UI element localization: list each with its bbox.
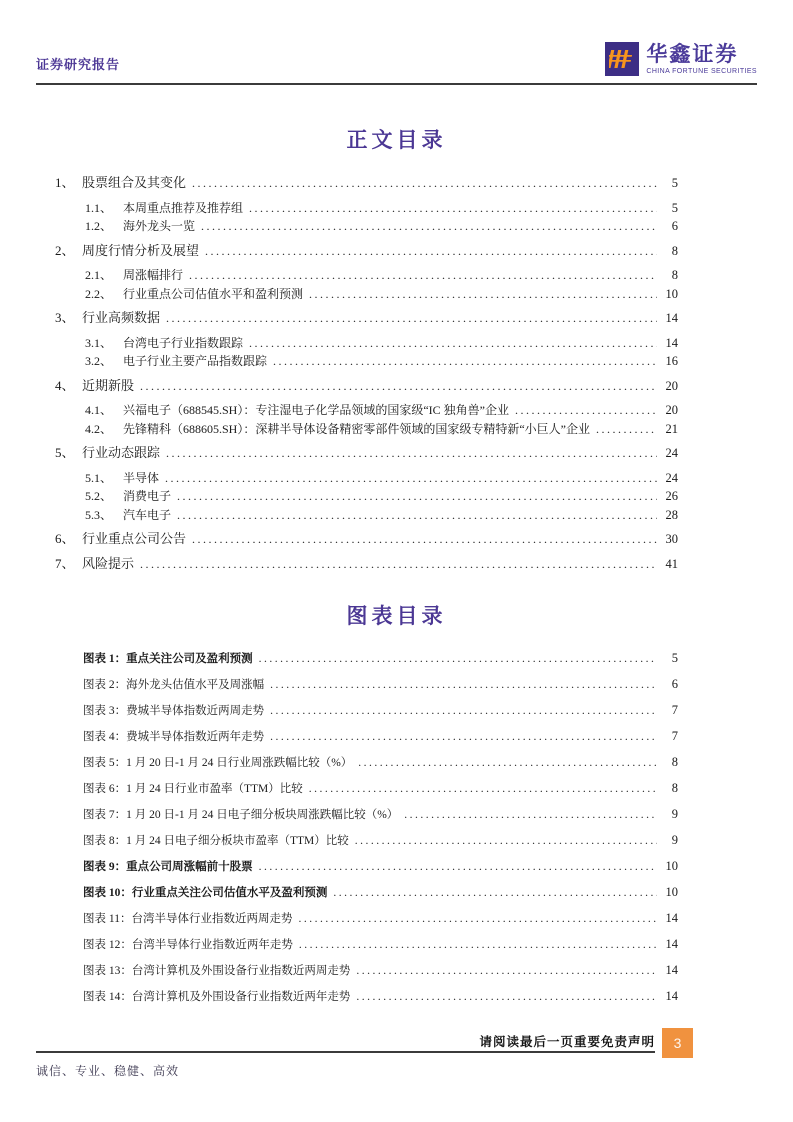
toc-entry-label: 行业动态跟踪	[82, 445, 161, 460]
toc-entry-label: 行业重点公司估值水平和盈利预测	[123, 286, 304, 301]
toc-entry-number: 1.1、	[85, 200, 113, 215]
toc-entry-page: 20	[665, 403, 678, 417]
figure-entry[interactable]	[83, 672, 678, 698]
toc-entry-label: 兴福电子（688545.SH）：专注湿电子化学品领域的国家级“IC 独角兽”企业	[123, 403, 509, 417]
figure-entry-page: 14	[665, 989, 678, 1003]
footer-divider	[36, 1051, 655, 1053]
figure-entry-page: 10	[665, 885, 678, 899]
figure-entry-label: 图表 7：1 月 20 日-1 月 24 日电子细分板块周涨跌幅比较（%）	[83, 809, 399, 821]
figure-entry[interactable]	[83, 828, 678, 854]
figure-entry[interactable]	[83, 880, 678, 906]
toc-entry[interactable]	[55, 420, 678, 439]
brand-logo-icon	[605, 42, 639, 76]
toc-entry-number: 4.2、	[85, 421, 113, 436]
figure-entry[interactable]	[83, 776, 678, 802]
dot-leader	[358, 751, 657, 776]
toc-entry-number: 4、	[55, 377, 75, 393]
toc-entry-page: 26	[665, 489, 678, 503]
toc-entry[interactable]	[55, 199, 678, 218]
figure-entry-label: 图表 6：1 月 24 日行业市盈率（TTM）比较	[83, 783, 303, 795]
toc-entry[interactable]	[55, 334, 678, 353]
dot-leader	[333, 881, 657, 906]
toc-entry[interactable]	[55, 506, 678, 525]
dot-leader	[309, 777, 657, 802]
toc-entry-page: 20	[665, 378, 678, 393]
figure-list-title: 图表目录	[346, 604, 447, 628]
toc-entry-label: 周度行情分析及展望	[82, 242, 200, 258]
header-divider	[36, 83, 757, 85]
toc-entry-page: 6	[671, 219, 678, 233]
figure-entry-page: 14	[665, 911, 678, 925]
dot-leader	[270, 673, 657, 698]
toc-entry-page: 14	[665, 311, 678, 325]
toc-entry[interactable]	[55, 377, 678, 396]
dot-leader	[205, 242, 657, 261]
figure-entry-label: 图表 8：1 月 24 日电子细分板块市盈率（TTM）比较	[83, 835, 349, 847]
dot-leader	[273, 352, 657, 371]
toc-entry[interactable]	[55, 174, 678, 193]
figure-entry-page: 7	[671, 729, 678, 743]
figure-entry-page: 9	[671, 833, 678, 847]
dot-leader	[165, 469, 657, 488]
figure-entry-label: 图表 1：重点关注公司及盈利预测	[83, 653, 253, 665]
toc-list	[55, 174, 678, 573]
dot-leader	[189, 266, 657, 285]
dot-leader	[192, 530, 657, 549]
dot-leader	[166, 309, 657, 328]
toc-entry[interactable]	[55, 401, 678, 420]
toc-entry-number: 7、	[55, 555, 75, 571]
toc-entry-label: 本周重点推荐及推荐组	[123, 200, 244, 215]
toc-entry-label: 海外龙头一览	[123, 219, 196, 233]
toc-entry-page: 16	[665, 354, 678, 368]
toc-entry-number: 2.1、	[85, 268, 113, 282]
figure-entry[interactable]	[83, 854, 678, 880]
dot-leader	[192, 174, 657, 193]
figure-entry-label: 图表 3：费城半导体指数近两周走势	[83, 705, 265, 717]
toc-entry-page: 5	[671, 176, 678, 190]
figure-entry-page: 5	[671, 651, 678, 665]
toc-entry[interactable]	[55, 266, 678, 285]
toc-entry-number: 5、	[55, 445, 75, 460]
figure-entry-label: 图表 4：费城半导体指数近两年走势	[83, 731, 265, 743]
report-type-label: 证券研究报告	[36, 57, 121, 72]
dot-leader	[249, 199, 657, 218]
toc-entry[interactable]	[55, 242, 678, 261]
dot-leader	[166, 444, 657, 463]
figure-entry-label: 图表 13：台湾计算机及外围设备行业指数近两周走势	[83, 965, 351, 977]
dot-leader	[299, 933, 657, 958]
dot-leader	[259, 855, 657, 880]
brand-logo	[605, 42, 757, 76]
dot-leader	[259, 647, 657, 672]
toc-entry[interactable]	[55, 487, 678, 506]
dot-leader	[596, 420, 657, 439]
dot-leader	[249, 334, 657, 353]
toc-entry[interactable]	[55, 555, 678, 574]
dot-leader	[270, 699, 657, 724]
brand-name: 华鑫证券	[646, 41, 739, 66]
toc-entry[interactable]	[55, 352, 678, 371]
toc-entry-number: 2、	[55, 242, 75, 258]
toc-entry-label: 半导体	[123, 470, 160, 485]
toc-entry-label: 电子行业主要产品指数跟踪	[123, 354, 268, 368]
logo-strokes-icon	[609, 46, 635, 72]
toc-title: 正文目录	[346, 128, 447, 152]
toc-entry-page: 41	[665, 556, 678, 571]
dot-leader	[356, 985, 657, 1010]
figure-entry[interactable]	[83, 724, 678, 750]
toc-entry-label: 股票组合及其变化	[82, 175, 187, 190]
toc-entry-number: 6、	[55, 531, 75, 546]
toc-entry-number: 5.3、	[85, 507, 113, 522]
figure-entry[interactable]	[83, 984, 678, 1010]
figure-entry[interactable]	[83, 906, 678, 932]
dot-leader	[515, 401, 657, 420]
dot-leader	[404, 803, 657, 828]
toc-entry-page: 8	[671, 243, 678, 258]
figure-entry-page: 8	[671, 781, 678, 795]
figure-entry-page: 8	[671, 755, 678, 769]
toc-entry[interactable]	[55, 469, 678, 488]
toc-entry[interactable]	[55, 530, 678, 549]
figure-entry-page: 14	[665, 963, 678, 977]
toc-entry[interactable]	[55, 444, 678, 463]
dot-leader	[140, 555, 657, 574]
dot-leader	[309, 285, 657, 304]
figure-entry-page: 9	[671, 807, 678, 821]
figure-entry-page: 10	[665, 859, 678, 873]
figure-entry[interactable]	[83, 750, 678, 776]
toc-entry-page: 24	[665, 470, 678, 485]
toc-entry-label: 周涨幅排行	[123, 268, 184, 282]
toc-entry[interactable]	[55, 217, 678, 236]
toc-entry-label: 消费电子	[123, 489, 172, 503]
toc-entry-page: 24	[665, 446, 678, 460]
toc-entry-label: 近期新股	[82, 377, 135, 393]
toc-entry-number: 2.2、	[85, 286, 113, 301]
dot-leader	[298, 907, 657, 932]
toc-entry-number: 1.2、	[85, 219, 113, 233]
dot-leader	[356, 959, 657, 984]
toc-entry-page: 5	[671, 200, 678, 215]
figure-entry[interactable]	[83, 698, 678, 724]
footer-motto: 诚信、专业、稳健、高效	[36, 1064, 180, 1078]
page-number-badge: 3	[662, 1028, 693, 1058]
figure-entry-label: 图表 12：台湾半导体行业指数近两年走势	[83, 939, 293, 951]
dot-leader	[355, 829, 657, 854]
brand-subtitle: CHINA FORTUNE SECURITIES	[646, 67, 757, 75]
toc-entry-number: 3、	[55, 310, 75, 325]
dot-leader	[270, 725, 657, 750]
figure-entry-page: 7	[671, 703, 678, 717]
figure-entry[interactable]	[83, 932, 678, 958]
toc-entry-number: 1、	[55, 175, 75, 190]
figure-entry[interactable]	[83, 646, 678, 672]
figure-entry-label: 图表 10：行业重点关注公司估值水平及盈利预测	[83, 887, 328, 899]
toc-entry-label: 汽车电子	[123, 507, 172, 522]
figure-entry[interactable]	[83, 802, 678, 828]
toc-entry-number: 5.2、	[85, 489, 113, 503]
toc-entry-page: 21	[665, 421, 678, 436]
dot-leader	[140, 377, 657, 396]
figure-entry-label: 图表 11：台湾半导体行业指数近两周走势	[83, 913, 293, 925]
toc-entry-number: 5.1、	[85, 470, 113, 485]
toc-entry-page: 8	[671, 268, 678, 282]
dot-leader	[177, 487, 657, 506]
figure-list	[83, 646, 678, 1010]
toc-entry-page: 30	[665, 532, 678, 546]
figure-entry-page: 14	[665, 937, 678, 951]
figure-entry-label: 图表 2：海外龙头估值水平及周涨幅	[83, 679, 265, 691]
footer-disclaimer: 请阅读最后一页重要免责声明	[479, 1035, 655, 1049]
figure-entry-label: 图表 14：台湾计算机及外围设备行业指数近两年走势	[83, 991, 351, 1003]
toc-entry-page: 10	[665, 286, 678, 301]
toc-entry-label: 台湾电子行业指数跟踪	[123, 335, 244, 350]
figure-entry-page: 6	[671, 677, 678, 691]
toc-entry-page: 14	[665, 335, 678, 350]
dot-leader	[177, 506, 657, 525]
toc-entry[interactable]	[55, 285, 678, 304]
toc-entry-page: 28	[665, 507, 678, 522]
toc-entry-label: 行业重点公司公告	[82, 531, 187, 546]
brand-text	[646, 41, 757, 75]
toc-entry-number: 3.2、	[85, 354, 113, 368]
figure-entry-label: 图表 9：重点公司周涨幅前十股票	[83, 861, 253, 873]
figure-entry[interactable]	[83, 958, 678, 984]
toc-entry[interactable]	[55, 309, 678, 328]
toc-entry-number: 4.1、	[85, 403, 113, 417]
toc-entry-label: 风险提示	[82, 555, 135, 571]
toc-entry-number: 3.1、	[85, 335, 113, 350]
dot-leader	[201, 217, 657, 236]
toc-entry-label: 行业高频数据	[82, 310, 161, 325]
toc-entry-label: 先锋精科（688605.SH）：深耕半导体设备精密零部件领域的国家级专精特新“小巨人”企业	[123, 421, 590, 436]
figure-entry-label: 图表 5：1 月 20 日-1 月 24 日行业周涨跌幅比较（%）	[83, 757, 353, 769]
